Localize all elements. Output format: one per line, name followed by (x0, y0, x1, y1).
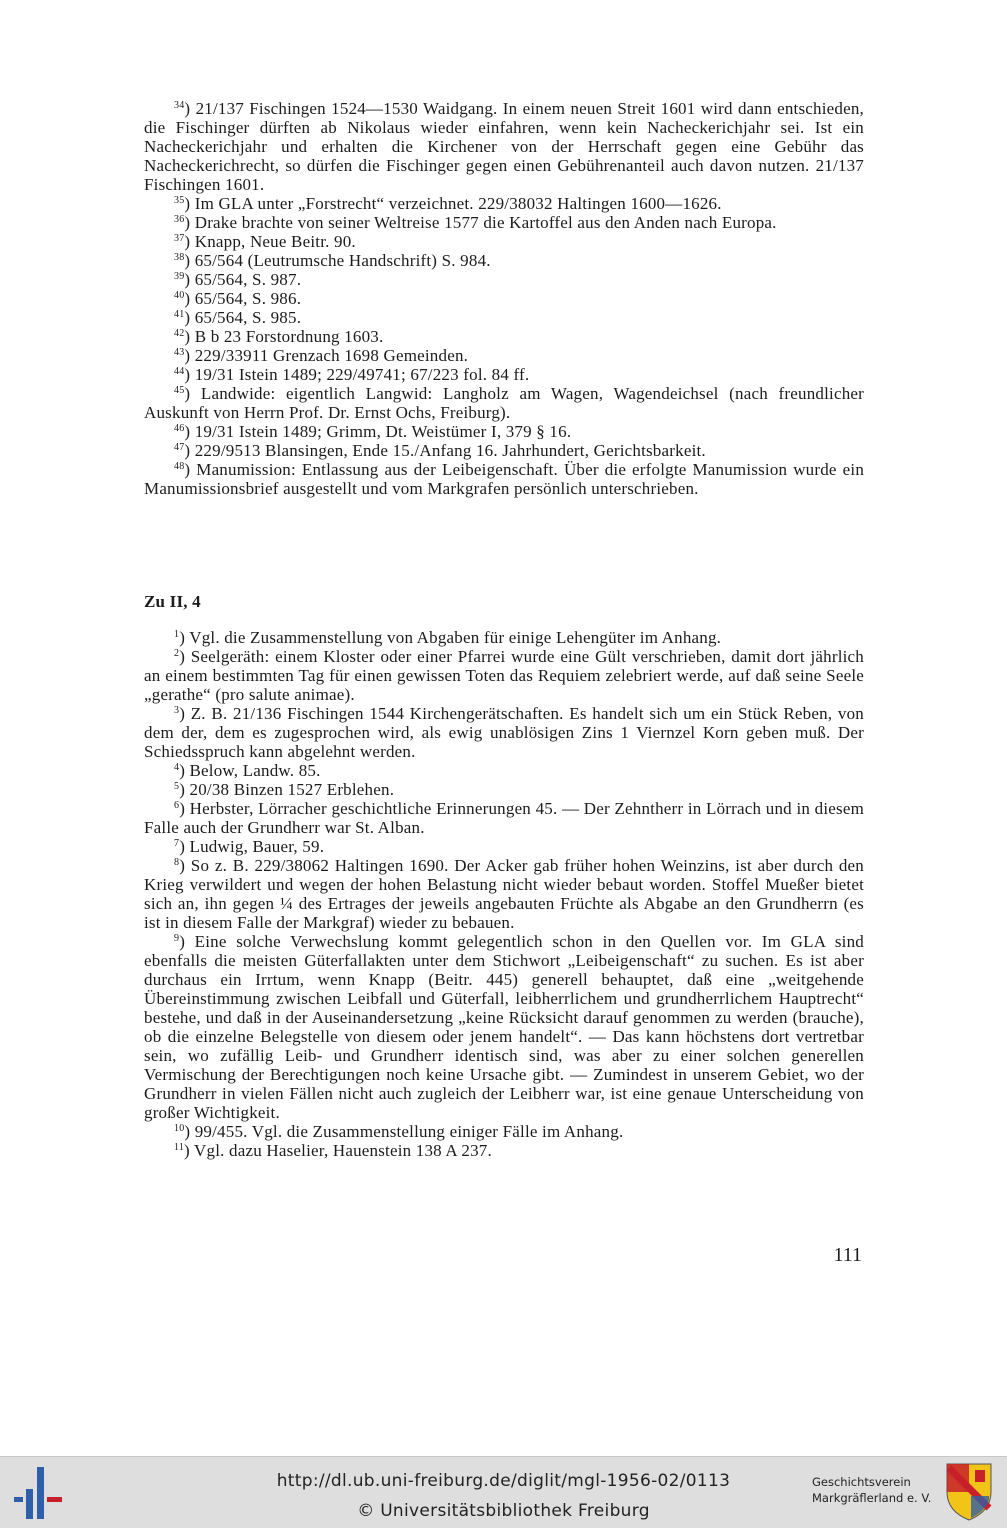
footnote-6: $^6$) Herbster, Lörracher geschichtliche Erinnerungen 45. — Der Zehntherr in Lörrach und in diesem Falle auch der Grundherr war St. Alban. (144, 799, 864, 837)
footnote-42: $^{42}$) B b 23 Forstordnung 1603. (174, 327, 384, 346)
footnote-38: $^{38}$) 65/564 (Leutrumsche Handschrift) S. 984. (174, 251, 491, 270)
footnote-47: $^{47}$) 229/9513 Blansingen, Ende 15./Anfang 16. Jahrhundert, Gerichtsbarkeit. (174, 441, 706, 460)
footnote-number: 41 (174, 309, 185, 320)
footnote-text: Ludwig, Bauer, 59. (189, 837, 325, 856)
footnote-text: Im GLA unter „Forstrecht“ verzeichnet. 229/38032 Haltingen 1600—1626. (194, 194, 722, 213)
footnote-number: 36 (174, 214, 185, 225)
footnote-44: $^{44}$) 19/31 Istein 1489; 229/49741; 67/223 fol. 84 ff. (174, 365, 530, 384)
footnote-number: 1 (174, 629, 180, 640)
footnote-text: 65/564, S. 985. (194, 308, 302, 327)
footnote-text: Drake brachte von seiner Weltreise 1577 die Kartoffel aus den Anden nach Europa. (194, 213, 777, 232)
footnote-text: Below, Landw. 85. (189, 761, 321, 780)
page-number: 111 (833, 1244, 862, 1266)
footnote-number: 43 (174, 347, 185, 358)
footnote-text: 19/31 Istein 1489; Grimm, Dt. Weistümer I, 379 § 16. (194, 422, 572, 441)
society-name-line2: Markgräflerland e. V. (812, 1491, 932, 1505)
footnote-text: Vgl. die Zusammenstellung von Abgaben für einige Lehengüter im Anhang. (189, 628, 722, 647)
footnote-number: 44 (174, 366, 185, 377)
footnote-number: 9 (174, 933, 180, 944)
footnote-text: Seelgeräth: einem Kloster oder einer Pfarrei wurde eine Gült verschrieben, damit dort jährlich an einem bestimmten Tag für einen gewissen Toten das Requiem zelebriert werde, auf daß seine Seele „gerathe“ (pro salute animae). (144, 647, 864, 704)
footnote-5: $^5$) 20/38 Binzen 1527 Erblehen. (174, 780, 395, 799)
footnote-text: 65/564, S. 987. (194, 270, 302, 289)
footnote-text: 65/564, S. 986. (194, 289, 302, 308)
footnote-text: Manumission: Entlassung aus der Leibeigenschaft. Über die erfolgte Manumission wurde ein Manumissionsbrief ausgestellt und vom Markgrafen persönlich unterschrieben. (144, 460, 865, 498)
footnote-number: 4 (174, 762, 180, 773)
footnote-number: 35 (174, 195, 185, 206)
footnote-37: $^{37}$) Knapp, Neue Beitr. 90. (174, 232, 356, 251)
footnote-text: 19/31 Istein 1489; 229/49741; 67/223 fol. 84 ff. (194, 365, 530, 384)
footnote-text: Knapp, Neue Beitr. 90. (194, 232, 356, 251)
page-content (144, 99, 864, 1160)
footnote-text: 99/455. Vgl. die Zusammenstellung einiger Fälle im Anhang. (194, 1122, 624, 1141)
footnote-1: $^1$) Vgl. die Zusammenstellung von Abgaben für einige Lehengüter im Anhang. (174, 628, 722, 647)
footnote-number: 8 (174, 857, 180, 868)
footnote-number: 7 (174, 838, 180, 849)
footnote-text: Z. B. 21/136 Fischingen 1544 Kirchengerätschaften. Es handelt sich um ein Stück Reben, von dem der, dem es zugesprochen wird, als ewig unablösigen Zins 1 Viernzel Korn geben muß. Der Schiedsspruch kann abgelehnt werden. (144, 704, 865, 761)
footnote-number: 34 (174, 100, 185, 111)
footnote-number: 42 (174, 328, 185, 339)
footnote-number: 6 (174, 800, 180, 811)
footnote-text: Landwide: eigentlich Langwid: Langholz am Wagen, Wagendeichsel (nach freundlicher Auskunft von Herrn Prof. Dr. Ernst Ochs, Freiburg). (144, 384, 864, 422)
footnote-number: 11 (174, 1142, 185, 1153)
footer-url-link[interactable]: http://dl.ub.uni-freiburg.de/diglit/mgl-1956-02/0113 (276, 1471, 731, 1491)
footnote-number: 45 (174, 385, 185, 396)
footnote-46: $^{46}$) 19/31 Istein 1489; Grimm, Dt. Weistümer I, 379 § 16. (174, 422, 572, 441)
footnote-number: 47 (174, 442, 185, 453)
footnote-11: $^{11}$) Vgl. dazu Haselier, Hauenstein 138 A 237. (174, 1141, 492, 1160)
footnote-43: $^{43}$) 229/33911 Grenzach 1698 Gemeinden. (174, 346, 469, 365)
footnote-2: $^2$) Seelgeräth: einem Kloster oder einer Pfarrei wurde eine Gült verschrieben, damit dort jährlich an einem bestimmten Tag für einen gewissen Toten das Requiem zelebriert werde, auf daß seine Seele „gerathe“ (pro salute animae). (144, 647, 864, 704)
section-heading: Zu II, 4 (144, 592, 201, 611)
footnote-34: $^{34}$) 21/137 Fischingen 1524—1530 Waidgang. In einem neuen Streit 1601 wird dann entschieden, die Fischinger dürften ab Nikolaus wieder einfahren, wenn kein Nacheckerichjahr sei. Ist ein Nacheckerichjahr und erhalten die Kirchener von der Herrschaft gegen eine Gebühr das Nacheckerichrecht, so dürfen die Fischinger gegen einen Gebührenanteil auch davon nutzen. 21/137 Fischingen 1601. (144, 99, 864, 194)
footnote-number: 48 (174, 461, 185, 472)
footnote-35: $^{35}$) Im GLA unter „Forstrecht“ verzeichnet. 229/38032 Haltingen 1600—1626. (174, 194, 722, 213)
footnote-40: $^{40}$) 65/564, S. 986. (174, 289, 302, 308)
footnote-45: $^{45}$) Landwide: eigentlich Langwid: Langholz am Wagen, Wagendeichsel (nach freundlicher Auskunft von Herrn Prof. Dr. Ernst Ochs, Freiburg). (144, 384, 864, 422)
footnote-text: Herbster, Lörracher geschichtliche Erinnerungen 45. — Der Zehntherr in Lörrach und in diesem Falle auch der Grundherr war St. Alban. (144, 799, 864, 837)
footer-bar (0, 1456, 1007, 1528)
footnote-text: So z. B. 229/38062 Haltingen 1690. Der Acker gab früher hohen Weinzins, ist aber durch den Krieg verwildert und wegen der hohen Belastung nicht wieder bebaut worden. Stoffel Mueßer bietet sich an, ihn gegen ¼ des Ertrages der jeweils angebauten Früchte als Abgabe an den Grundherrn (es ist in diesem Falle der Markgraf) wieder zu bebauen. (144, 856, 865, 932)
footnote-number: 3 (174, 705, 180, 716)
footnote-3: $^3$) Z. B. 21/136 Fischingen 1544 Kirchengerätschaften. Es handelt sich um ein Stück Reben, von dem der, dem es zugesprochen wird, als ewig unablösigen Zins 1 Viernzel Korn geben muß. Der Schiedsspruch kann abgelehnt werden. (144, 704, 865, 761)
society-name (812, 1474, 942, 1506)
footnote-9: $^9$) Eine solche Verwechslung kommt gelegentlich schon in den Quellen vor. Im GLA sind ebenfalls die meisten Güterfallakten unter dem Stichwort „Leibeigenschaft“ zu suchen. Es ist aber durchaus ein Irrtum, wenn Knapp (Beitr. 445) generell behauptet, daß eine „weitgehende Übereinstimmung zwischen Leibfall und Güterfall, leibherrlichem und grundherrlichem Hauptrecht“ bestehe, und daß in der Auseinandersetzung „keine Rücksicht darauf genommen zu werden (brauche), ob die einzelne Belegstelle von diesem oder jenem handelt“. — Das kann höchstens dort vertretbar sein, wo zufällig Leib- und Grundherr identisch sind, was aber zu einer solchen generellen Vermischung der Berechtigungen noch keine Ursache gibt. — Zumindest in unserem Gebiet, wo der Grundherr in vielen Fällen nicht auch zugleich der Leibherr war, ist eine genaue Unterscheidung von großer Wichtigkeit. (144, 932, 864, 1122)
footnote-text: B b 23 Forstordnung 1603. (194, 327, 384, 346)
footnote-10: $^{10}$) 99/455. Vgl. die Zusammenstellung einiger Fälle im Anhang. (174, 1122, 624, 1141)
footnote-4: $^4$) Below, Landw. 85. (174, 761, 321, 780)
footnote-number: 2 (174, 648, 180, 659)
footnote-number: 10 (174, 1123, 185, 1134)
footnote-text: 65/564 (Leutrumsche Handschrift) S. 984. (194, 251, 491, 270)
footnote-number: 37 (174, 233, 185, 244)
footnote-48: $^{48}$) Manumission: Entlassung aus der Leibeigenschaft. Über die erfolgte Manumission wurde ein Manumissionsbrief ausgestellt und vom Markgrafen persönlich unterschrieben. (144, 460, 865, 498)
footnote-text: 229/9513 Blansingen, Ende 15./Anfang 16. Jahrhundert, Gerichtsbarkeit. (194, 441, 706, 460)
coat-of-arms-icon (945, 1462, 993, 1522)
footnote-39: $^{39}$) 65/564, S. 987. (174, 270, 302, 289)
footnote-text: Eine solche Verwechslung kommt gelegentlich schon in den Quellen vor. Im GLA sind ebenfalls die meisten Güterfallakten unter dem Stichwort „Leibeigenschaft“ zu suchen. Es ist aber durchaus ein Irrtum, wenn Knapp (Beitr. 445) generell behauptet, daß eine „weitgehende Übereinstimmung zwischen Leibfall und Güterfall, leibherrlichem und grundherrlichem Hauptrecht“ bestehe, und daß in der Auseinandersetzung „keine Rücksicht darauf genommen zu werden (brauche), ob die einzelne Belegstelle von diesem oder jenem handelt“. — Das kann höchstens dort vertretbar sein, wo zufällig Leib- und Grundherr identisch sind, was aber zu einer solchen generellen Vermischung der Berechtigungen noch keine Ursache gibt. — Zumindest in unserem Gebiet, wo der Grundherr in vielen Fällen nicht auch zugleich der Leibherr war, ist eine genaue Unterscheidung von großer Wichtigkeit. (144, 932, 864, 1122)
footnote-text: 20/38 Binzen 1527 Erblehen. (189, 780, 395, 799)
society-name-line1: Geschichtsverein (812, 1475, 911, 1489)
footnote-text: 21/137 Fischingen 1524—1530 Waidgang. In einem neuen Streit 1601 wird dann entschieden, die Fischinger dürften ab Nikolaus wieder einfahren, wenn kein Nacheckerichjahr sei. Ist ein Nacheckerichjahr und erhalten die Kirchener von der Herrschaft gegen eine Gebühr das Nacheckerichrecht, so dürfen die Fischinger gegen einen Gebührenanteil auch davon nutzen. 21/137 Fischingen 1601. (144, 99, 864, 194)
footnote-8: $^8$) So z. B. 229/38062 Haltingen 1690. Der Acker gab früher hohen Weinzins, ist aber durch den Krieg verwildert und wegen der hohen Belastung nicht wieder bebaut worden. Stoffel Mueßer bietet sich an, ihn gegen ¼ des Ertrages der jeweils angebauten Früchte als Abgabe an den Grundherrn (es ist in diesem Falle der Markgraf) wieder zu bebauen. (144, 856, 865, 932)
footnotes-continued (144, 99, 864, 498)
footnote-number: 5 (174, 781, 180, 792)
footnote-number: 40 (174, 290, 185, 301)
footnote-number: 46 (174, 423, 185, 434)
footer-copyright: © Universitätsbibliothek Freiburg (357, 1501, 650, 1521)
footnotes-section-ii-4 (144, 628, 864, 1160)
footnote-41: $^{41}$) 65/564, S. 985. (174, 308, 302, 327)
footnote-number: 39 (174, 271, 185, 282)
footnote-text: 229/33911 Grenzach 1698 Gemeinden. (194, 346, 469, 365)
footnote-number: 38 (174, 252, 185, 263)
footnote-7: $^7$) Ludwig, Bauer, 59. (174, 837, 325, 856)
footnote-36: $^{36}$) Drake brachte von seiner Weltreise 1577 die Kartoffel aus den Anden nach Europa. (174, 213, 777, 232)
footnote-text: Vgl. dazu Haselier, Hauenstein 138 A 237. (194, 1141, 492, 1160)
